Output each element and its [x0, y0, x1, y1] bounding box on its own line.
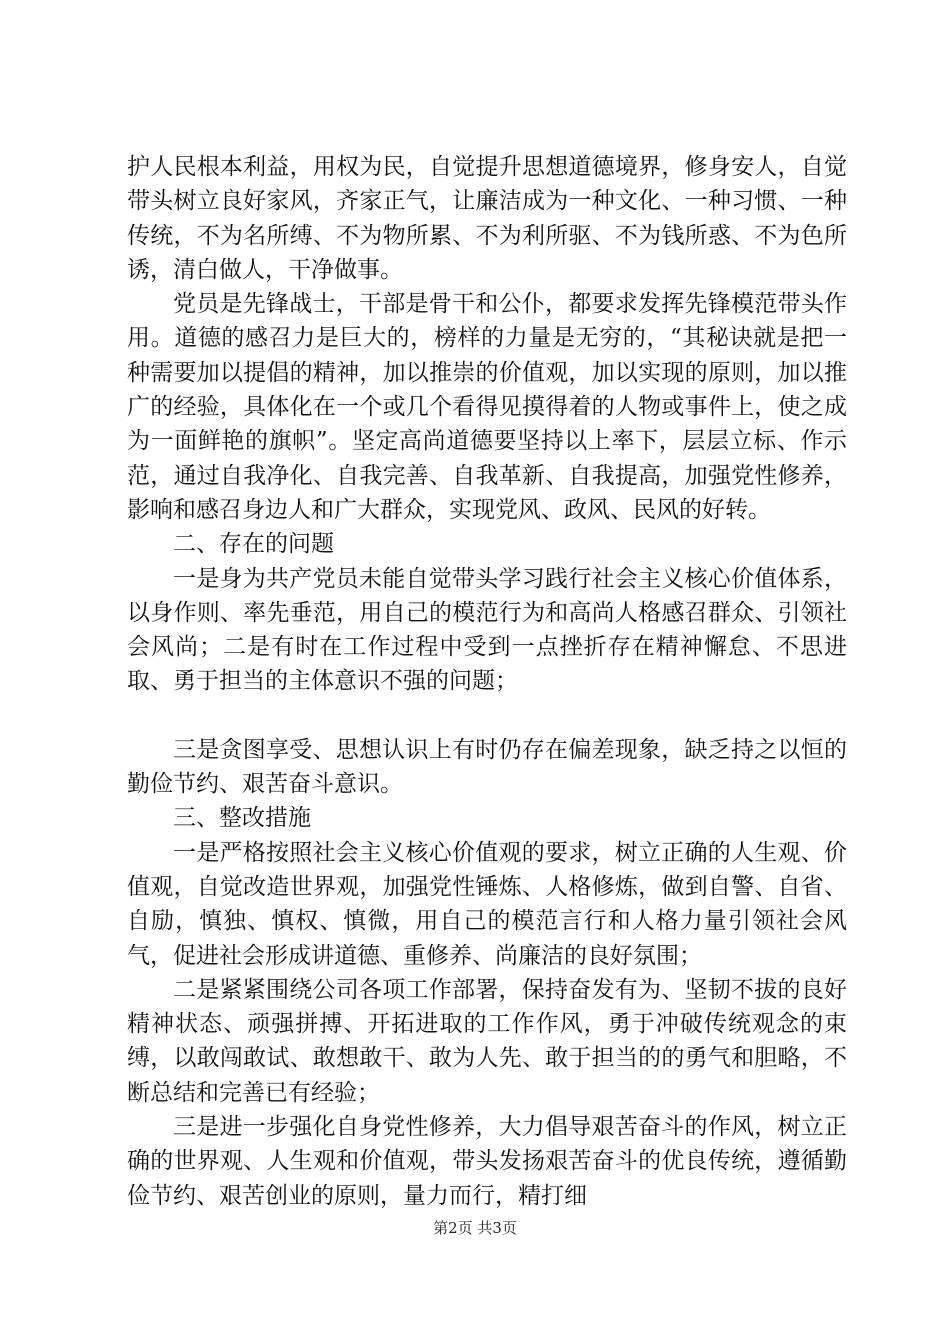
paragraph-problem-3: 三是贪图享受、思想认识上有时仍存在偏差现象，缺乏持之以恒的勤俭节约、艰苦奋斗意识。	[127, 736, 847, 798]
section-heading-problems: 二、存在的问题	[173, 531, 334, 558]
document-body	[127, 150, 847, 1213]
page-footer: 第2页 共3页	[433, 1219, 517, 1237]
blank-line	[127, 699, 847, 733]
paragraph-problems-1-2: 一是身为共产党员未能自觉带头学习践行社会主义核心价值体系，以身作则、率先垂范，用自己的模范行为和高尚人格感召群众、引领社会风尚；二是有时在工作过程中受到一点挫折存在精神懈怠、不思进取、勇于担当的主体意识不强的问题；	[127, 565, 847, 695]
paragraph-measure-1: 一是严格按照社会主义核心价值观的要求，树立正确的人生观、价值观，自觉改造世界观，加强党性锤炼、人格修炼，做到自警、自省、自励，慎独、慎权、慎微，用自己的模范言行和人格力量引领社会风气，促进社会形成讲道德、重修养、尚廉洁的良好氛围；	[127, 839, 847, 969]
paragraph-measure-3: 三是进一步强化自身党性修养，大力倡导艰苦奋斗的作风，树立正确的世界观、人生观和价值观，带头发扬艰苦奋斗的优良传统，遵循勤俭节约、艰苦创业的原则，量力而行，精打细	[127, 1114, 847, 1209]
section-heading-measures: 三、整改措施	[173, 805, 311, 832]
paragraph-continuation: 护人民根本利益，用权为民，自觉提升思想道德境界，修身安人，自觉带头树立良好家风，齐家正气，让廉洁成为一种文化、一种习惯、一种传统，不为名所缚、不为物所累、不为利所驱、不为钱所惑、不为色所诱，清白做人，干净做事。	[127, 154, 847, 283]
paragraph-vanguard-role: 党员是先锋战士，干部是骨干和公仆，都要求发挥先锋模范带头作用。道德的感召力是巨大的，榜样的力量是无穷的，“其秘诀就是把一种需要加以提倡的精神，加以推崇的价值观，加以实现的原则，加以推广的经验，具体化在一个或几个看得见摸得着的人物或事件上，使之成为一面鲜艳的旗帜”。坚定高尚道德要坚持以上率下，层层立标、作示范，通过自我净化、自我完善、自我革新、自我提高，加强党性修养，影响和感召身边人和广大群众，实现党风、政风、民风的好转。	[127, 291, 847, 523]
paragraph-measure-2: 二是紧紧围绕公司各项工作部署，保持奋发有为、坚韧不拔的良好精神状态、顽强拼搏、开拓进取的工作作风，勇于冲破传统观念的束缚，以敢闯敢试、敢想敢干、敢为人先、敢于担当的的勇气和胆略，不断总结和完善已有经验；	[127, 976, 847, 1106]
